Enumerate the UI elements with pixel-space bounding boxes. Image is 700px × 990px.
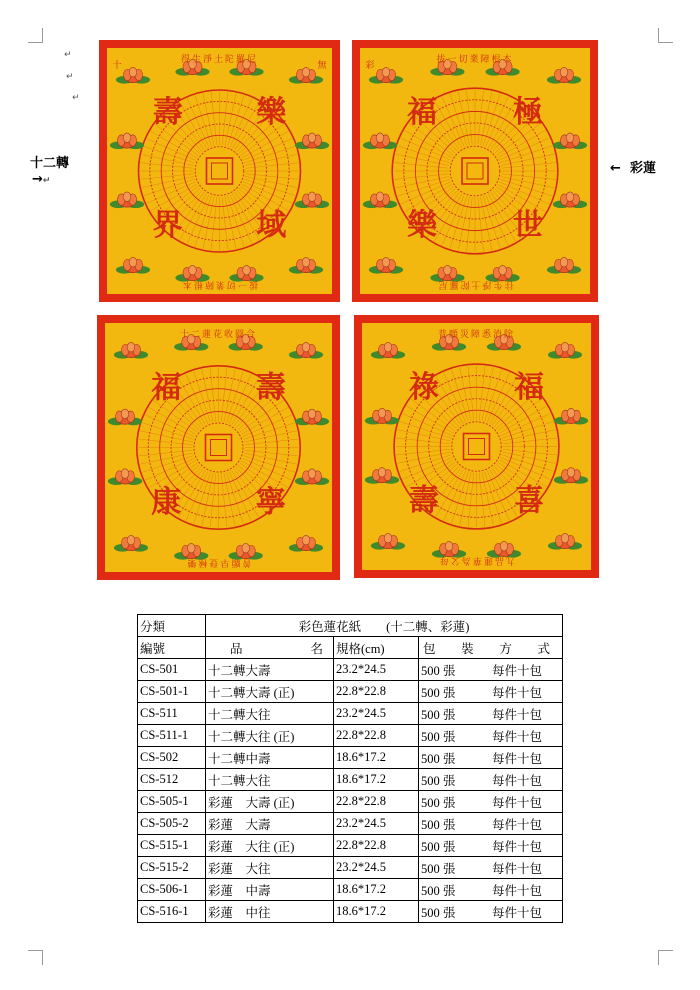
header-row (138, 637, 563, 659)
lotus-icon (295, 469, 329, 485)
mantra-line (468, 366, 474, 420)
paper-corner-char: 彩 (365, 61, 375, 71)
cell-code: CS-502 (138, 747, 206, 769)
cell-pack (419, 879, 563, 901)
label-shier-zhuan (30, 152, 69, 171)
mantra-line (245, 450, 299, 456)
paper-big-char: 世 (512, 207, 543, 243)
lotus-icon (114, 535, 148, 551)
cell-size: 18.6*17.2 (334, 769, 419, 791)
mantra-ring (440, 410, 513, 483)
cell-pack (419, 857, 563, 879)
table-row (138, 835, 563, 857)
header-pack-char: 包 (423, 641, 436, 656)
table-row (138, 681, 563, 703)
header-name-part2: 名 (310, 641, 323, 656)
cell-code: CS-511-1 (138, 725, 206, 747)
mantra-ring (439, 135, 512, 208)
crop-mark-top-right (658, 28, 673, 43)
paper-big-char: 福 (514, 370, 545, 406)
mantra-line (141, 174, 194, 180)
center-seal (462, 158, 488, 184)
cell-name: 彩蓮 大往 (206, 857, 334, 879)
cell-size: 23.2*24.5 (334, 857, 419, 879)
mantra-line (139, 450, 193, 456)
cell-size: 22.8*22.8 (334, 725, 419, 747)
cell-qty: 500 張 (421, 773, 456, 788)
mantra-ring (183, 412, 255, 484)
paragraph-mark: ↵ (72, 93, 80, 103)
mantra-ring (194, 423, 243, 472)
table-row (138, 725, 563, 747)
cell-name: 十二轉大壽 (正) (206, 681, 334, 703)
lotus-icon (295, 409, 329, 425)
table-row (138, 659, 563, 681)
header-size: 規格(cm) (334, 637, 419, 659)
mantra-line (394, 163, 448, 169)
paper-image-bottom-left (97, 315, 340, 580)
paper-big-char: 祿 (408, 370, 439, 406)
crop-mark-bottom-right (658, 950, 673, 965)
cell-pack (419, 659, 563, 681)
cell-code: CS-516-1 (138, 901, 206, 923)
label-cailian-text: 彩蓮 (629, 161, 656, 176)
cell-code: CS-506-1 (138, 879, 206, 901)
cell-qty: 500 張 (421, 751, 456, 766)
paper-big-char: 極 (512, 94, 543, 130)
mantra-line (396, 438, 450, 444)
paper-big-char: 喜 (514, 483, 545, 519)
paper-art (360, 48, 590, 294)
cell-qty: 500 張 (421, 663, 456, 678)
cell-name: 彩蓮 大壽 (正) (206, 791, 334, 813)
cell-pack-method: 每件十包 (491, 817, 542, 832)
cell-pack-method: 每件十包 (491, 905, 542, 920)
lotus-icon (547, 67, 581, 83)
paper-bottom-text: 拔一切業障根本 (180, 279, 259, 289)
cell-name: 彩蓮 大壽 (206, 813, 334, 835)
paper-top-text: 得生淨土陀羅尼 (180, 55, 259, 65)
cell-qty: 500 張 (421, 883, 456, 898)
cell-size: 23.2*24.5 (334, 813, 419, 835)
mantra-line (501, 163, 555, 169)
cell-code: CS-501-1 (138, 681, 206, 703)
paper-art (362, 323, 591, 570)
cell-code: CS-512 (138, 769, 206, 791)
center-seal-inner (467, 163, 483, 179)
paper-art (107, 48, 332, 294)
paper-corner-char: 無 (317, 61, 327, 71)
lotus-icon (371, 533, 405, 549)
mantra-line (141, 163, 194, 169)
cell-size: 18.6*17.2 (334, 747, 419, 769)
mantra-line (479, 366, 485, 420)
cell-pack-method: 每件十包 (491, 795, 542, 810)
center-seal-inner (212, 163, 228, 179)
mantra-line (478, 90, 484, 144)
arrow-left-icon: ← (610, 161, 621, 176)
table-row (138, 901, 563, 923)
crop-mark-bottom-left (28, 950, 43, 965)
category-label: 分類 (138, 615, 206, 637)
table-row (138, 879, 563, 901)
cell-pack (419, 681, 563, 703)
lotus-icon (363, 133, 397, 149)
mantra-line (479, 473, 485, 527)
cell-qty: 500 張 (421, 839, 456, 854)
lotus-icon (116, 257, 150, 273)
paper-big-char: 康 (151, 485, 182, 521)
paper-top-text: 十二蓮花收圓合 (179, 330, 258, 340)
cell-pack (419, 835, 563, 857)
paper-big-char: 福 (407, 94, 438, 130)
mantra-ring (195, 147, 244, 196)
cell-name: 十二轉大壽 (206, 659, 334, 681)
paper-bottom-text: 普願早登極樂 (185, 557, 252, 567)
spec-table (137, 614, 563, 923)
label-shier-zhuan-text: 十二轉 (30, 156, 70, 171)
mantra-line (222, 92, 228, 145)
paper-big-char: 壽 (152, 94, 183, 130)
cell-code: CS-515-2 (138, 857, 206, 879)
paper-bottom-text: 往生淨土陀羅尼 (436, 279, 514, 289)
cell-size: 22.8*22.8 (334, 835, 419, 857)
center-seal (207, 158, 233, 184)
paper-image-bottom-right (354, 315, 599, 578)
paper-big-char: 寧 (255, 485, 286, 521)
header-pack-char: 方 (499, 641, 512, 656)
lotus-icon (114, 342, 148, 358)
mantra-line (467, 90, 473, 144)
mantra-line (478, 197, 484, 251)
mantra-line (245, 439, 299, 445)
paper-big-char: 樂 (407, 207, 438, 243)
cell-name: 彩蓮 中往 (206, 901, 334, 923)
mantra-ring (452, 422, 501, 471)
cell-pack-method: 每件十包 (491, 685, 542, 700)
mantra-line (503, 438, 557, 444)
table-row (138, 769, 563, 791)
lotus-icon (110, 133, 144, 149)
mantra-line (468, 473, 474, 527)
mantra-line (210, 474, 216, 528)
cell-size: 18.6*17.2 (334, 879, 419, 901)
mantra-line (211, 197, 217, 250)
cell-pack-method: 每件十包 (491, 707, 542, 722)
lotus-icon (289, 535, 323, 551)
cell-name: 十二轉大往 (206, 769, 334, 791)
paragraph-mark: ↵ (64, 50, 72, 60)
paragraph-mark: ↵ (66, 72, 74, 82)
paper-bottom-text: 九品蓮華為父母 (437, 555, 516, 565)
arrow-right-icon: → (32, 172, 43, 187)
lotus-icon (108, 469, 142, 485)
mantra-line (221, 368, 227, 422)
header-pack (419, 637, 563, 659)
label-shier-zhuan-arrow (32, 172, 50, 187)
paper-corner-char: 十 (112, 61, 122, 71)
lotus-icon (547, 257, 581, 273)
lotus-icon (554, 408, 588, 424)
category-value: 彩色蓮花紙 (十二轉、彩蓮) (206, 615, 563, 637)
cell-pack-method: 每件十包 (491, 751, 542, 766)
category-row (138, 615, 563, 637)
mantra-line (211, 92, 217, 145)
lotus-icon (365, 468, 399, 484)
cell-qty: 500 張 (421, 817, 456, 832)
paper-image-top-left (99, 40, 340, 302)
cell-size: 22.8*22.8 (334, 681, 419, 703)
cell-pack (419, 769, 563, 791)
lotus-icon (554, 468, 588, 484)
table-row (138, 791, 563, 813)
lotus-icon (553, 192, 587, 208)
cell-size: 23.2*24.5 (334, 703, 419, 725)
lotus-icon (289, 342, 323, 358)
lotus-icon (295, 133, 329, 149)
table-row (138, 813, 563, 835)
mantra-ring (184, 135, 255, 206)
lotus-icon (371, 342, 405, 358)
cell-pack (419, 901, 563, 923)
cell-pack-method: 每件十包 (491, 861, 542, 876)
header-pack-char: 式 (537, 641, 550, 656)
paper-image-top-right (352, 40, 598, 302)
paper-big-char: 福 (151, 370, 182, 406)
lotus-icon (108, 409, 142, 425)
cell-pack-method: 每件十包 (491, 773, 542, 788)
cell-pack-method: 每件十包 (491, 729, 542, 744)
cell-qty: 500 張 (421, 795, 456, 810)
header-name (206, 637, 334, 659)
cell-qty: 500 張 (421, 905, 456, 920)
cell-pack-method: 每件十包 (491, 663, 542, 678)
mantra-line (139, 439, 193, 445)
header-code: 編號 (138, 637, 206, 659)
cell-name: 彩蓮 中壽 (206, 879, 334, 901)
paper-big-char: 壽 (408, 483, 439, 519)
cell-size: 23.2*24.5 (334, 659, 419, 681)
mantra-line (221, 474, 227, 528)
cell-code: CS-505-2 (138, 813, 206, 835)
cell-pack-method: 每件十包 (491, 883, 542, 898)
cell-name: 十二轉中壽 (206, 747, 334, 769)
paragraph-mark: ↵ (42, 176, 51, 186)
cell-code: CS-505-1 (138, 791, 206, 813)
table-row (138, 747, 563, 769)
cell-name: 十二轉大往 (206, 703, 334, 725)
mantra-line (222, 197, 228, 250)
cell-code: CS-501 (138, 659, 206, 681)
lotus-icon (369, 257, 403, 273)
cell-code: CS-515-1 (138, 835, 206, 857)
cell-pack (419, 747, 563, 769)
mantra-line (396, 449, 450, 455)
lotus-icon (548, 533, 582, 549)
mantra-line (394, 174, 448, 180)
paper-top-text: 拔一切業障根本 (436, 55, 514, 65)
mantra-line (501, 174, 555, 180)
cell-size: 18.6*17.2 (334, 901, 419, 923)
lotus-icon (289, 257, 323, 273)
mantra-line (503, 449, 557, 455)
cell-pack (419, 813, 563, 835)
lotus-icon (110, 192, 144, 208)
cell-code: CS-511 (138, 703, 206, 725)
paper-big-char: 域 (256, 207, 287, 243)
cell-qty: 500 張 (421, 685, 456, 700)
cell-name: 十二轉大往 (正) (206, 725, 334, 747)
paper-big-char: 壽 (255, 370, 286, 406)
cell-size: 22.8*22.8 (334, 791, 419, 813)
cell-pack (419, 791, 563, 813)
label-cailian (610, 157, 656, 176)
table-row (138, 857, 563, 879)
center-seal (206, 435, 232, 461)
crop-mark-top-left (28, 28, 43, 43)
cell-qty: 500 張 (421, 729, 456, 744)
header-pack-char: 裝 (461, 641, 474, 656)
lotus-icon (365, 408, 399, 424)
cell-qty: 500 張 (421, 861, 456, 876)
mantra-line (467, 197, 473, 251)
table-row (138, 703, 563, 725)
mantra-line (245, 174, 298, 180)
mantra-ring (450, 146, 500, 196)
center-seal (464, 434, 490, 460)
paper-top-text: 普願災障悉消除 (437, 330, 516, 340)
cell-pack-method: 每件十包 (491, 839, 542, 854)
paper-big-char: 界 (152, 207, 183, 243)
lotus-icon (295, 192, 329, 208)
header-name-part1: 品 (230, 641, 243, 656)
mantra-line (245, 163, 298, 169)
cell-qty: 500 張 (421, 707, 456, 722)
paper-big-char: 樂 (256, 94, 287, 130)
lotus-icon (548, 342, 582, 358)
center-seal-inner (469, 439, 485, 455)
center-seal-inner (211, 440, 227, 456)
cell-pack (419, 725, 563, 747)
mantra-line (210, 368, 216, 422)
cell-name: 彩蓮 大往 (正) (206, 835, 334, 857)
lotus-icon (553, 133, 587, 149)
lotus-icon (363, 192, 397, 208)
paper-art (105, 323, 332, 572)
cell-pack (419, 703, 563, 725)
